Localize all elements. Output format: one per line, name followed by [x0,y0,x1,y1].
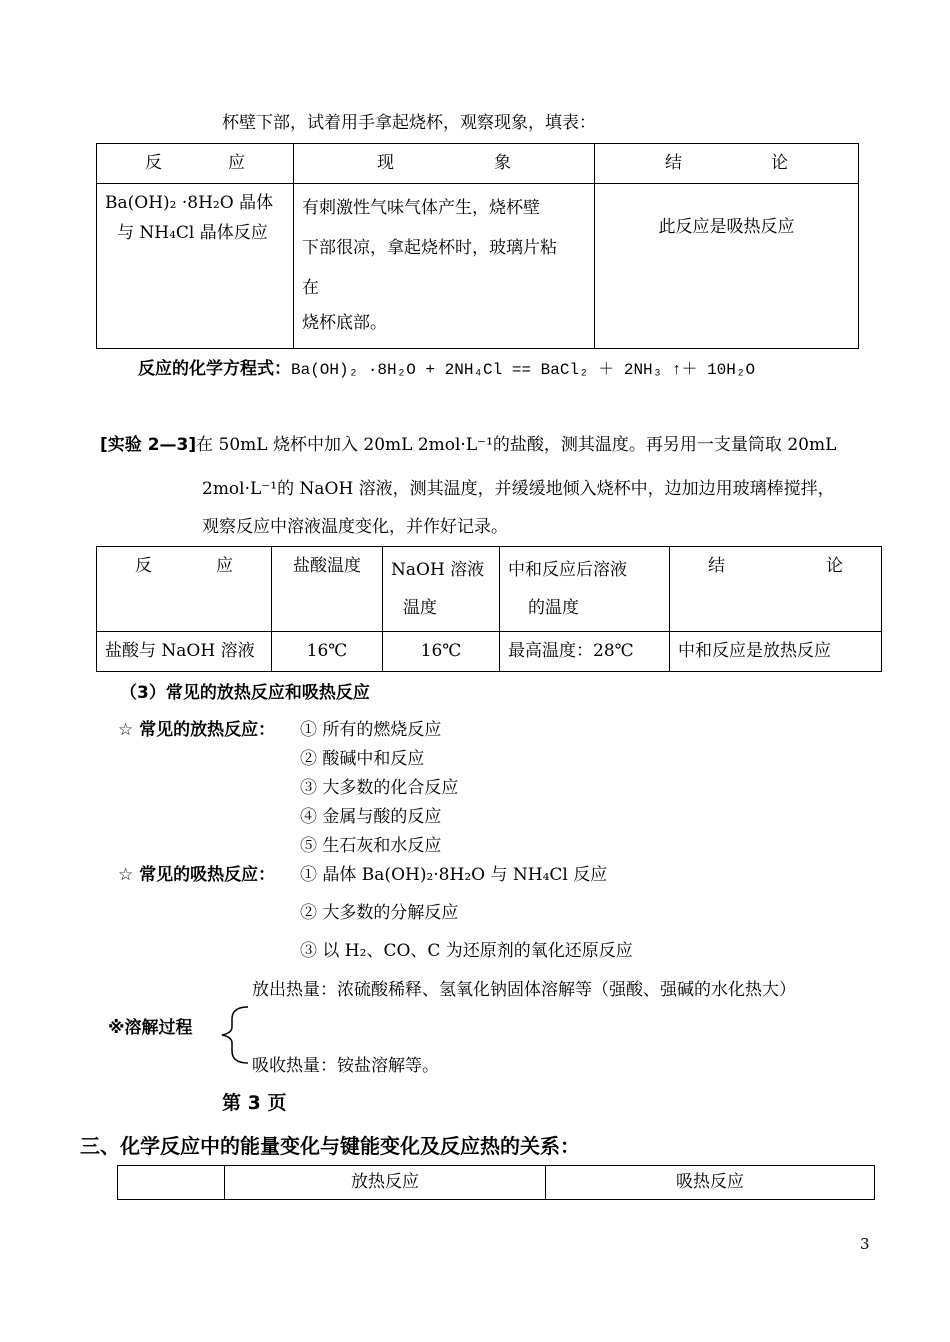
table2-cell-after-temp: 最高温度：28℃ [500,632,670,672]
dissolve-absorb: 吸收热量：铵盐溶解等。 [252,1056,439,1076]
table3-header-endo: 吸热反应 [546,1166,875,1200]
table3-header-empty [118,1166,225,1200]
section-title: 三、化学反应中的能量变化与键能变化及反应热的关系： [80,1134,580,1158]
endo-item: ① 晶体 Ba(OH)₂·8H₂O 与 NH₄Cl 反应 [300,865,608,885]
relation-table [117,1165,875,1200]
endo-label: ☆ 常见的吸热反应： [118,865,276,885]
table2-cell-naoh-temp: 16℃ [383,632,500,672]
endo-item: ③ 以 H₂、CO、C 为还原剂的氧化还原反应 [300,941,633,961]
equation-line: 反应的化学方程式：Ba(OH)₂ ·8H₂O + 2NH₄Cl == BaCl₂ ＋ 2NH₃ ↑＋ 10H₂O [138,359,756,379]
dissolve-label: ※溶解过程 [108,1018,193,1038]
table2-header-naoh-temp: NaOH 溶液 温度 [383,547,500,632]
table1-phenomenon-cell: 有刺激性气味气体产生，烧杯壁 下部很凉，拿起烧杯时，玻璃片粘 在 烧杯底部。 [294,184,595,349]
section3-title: （3）常见的放热反应和吸热反应 [120,683,370,703]
exo-item: ① 所有的燃烧反应 [300,720,442,740]
experiment-line-1: [实验 2—3]在 50mL 烧杯中加入 20mL 2mol·L⁻¹的盐酸，测其温度。再另用一支量筒取 20mL [100,435,837,455]
page-number: 3 [860,1235,870,1253]
experiment-line-3: 观察反应中溶液温度变化，并作好记录。 [202,517,508,537]
table1-header-phenomenon: 现 象 [294,144,595,184]
exo-item: ② 酸碱中和反应 [300,749,425,769]
table2-header-reaction: 反 应 [97,547,272,632]
intro-line: 杯壁下部，试着用手拿起烧杯，观察现象，填表： [222,113,596,133]
experiment-line-2: 2mol·L⁻¹的 NaOH 溶液，测其温度，并缓缓地倾入烧杯中，边加边用玻璃棒搅拌， [202,479,835,499]
table2-header-after-temp: 中和反应后溶液 的温度 [500,547,670,632]
observation-table [96,143,859,349]
exo-item: ④ 金属与酸的反应 [300,807,442,827]
endo-item: ② 大多数的分解反应 [300,903,459,923]
temperature-table [96,546,882,672]
dissolve-release: 放出热量：浓硫酸稀释、氢氧化钠固体溶解等（强酸、强碱的水化热大） [252,980,796,1000]
exo-item: ③ 大多数的化合反应 [300,778,459,798]
table2-header-conclusion: 结 论 [670,547,882,632]
table2-cell-hcl-temp: 16℃ [272,632,383,672]
table1-header-conclusion: 结 论 [595,144,859,184]
table2-cell-conclusion: 中和反应是放热反应 [670,632,882,672]
table2-header-hcl-temp: 盐酸温度 [272,547,383,632]
table1-reaction-cell: Ba(OH)₂ ·8H₂O 晶体 与 NH₄Cl 晶体反应 [97,184,294,349]
curly-brace-icon [210,1003,254,1067]
page-marker: 第 3 页 [222,1092,287,1114]
exo-label: ☆ 常见的放热反应： [118,720,276,740]
exo-item: ⑤ 生石灰和水反应 [300,836,442,856]
table2-cell-reaction: 盐酸与 NaOH 溶液 [97,632,272,672]
table3-header-exo: 放热反应 [225,1166,546,1200]
table1-header-reaction: 反 应 [97,144,294,184]
table1-conclusion-cell: 此反应是吸热反应 [595,184,859,349]
